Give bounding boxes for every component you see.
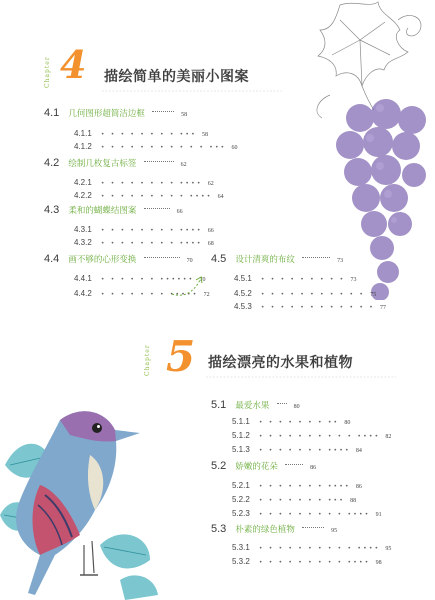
chapter-5-title: 描绘漂亮的水果和植物 bbox=[208, 355, 353, 371]
section-number: 4.2 bbox=[44, 157, 60, 169]
subsection-number: 4.1.2 bbox=[74, 142, 92, 151]
chapter-4-title: 描绘简单的美丽小图案 bbox=[104, 69, 249, 85]
page-number: 91 bbox=[375, 512, 382, 518]
section-number: 4.3 bbox=[44, 204, 60, 216]
leader-dots: • • • • • • • • • •••• bbox=[258, 559, 371, 566]
leader-dots: • • • • • • • ••••• bbox=[100, 291, 199, 298]
page-number: 58 bbox=[201, 132, 208, 138]
chapter-4-label: Chapter bbox=[44, 56, 51, 88]
leader-dots: • • • • • • • • • •••• bbox=[258, 511, 371, 518]
page-number: 75 bbox=[370, 292, 377, 298]
section-title: 绘制几枚复古标签 bbox=[68, 159, 137, 169]
page-number: 95 bbox=[331, 528, 338, 534]
section-title: 最爱水果 bbox=[235, 401, 270, 411]
leader-dots: • • • • • • • • • • • ••• bbox=[100, 144, 227, 151]
toc-section-5-3[interactable] bbox=[211, 517, 337, 536]
section-number: 5.1 bbox=[211, 399, 227, 411]
leader-dots: • • • • • • • • • • • bbox=[260, 291, 366, 298]
subsection-number: 5.2.2 bbox=[232, 495, 250, 504]
leader-dots: • • • • • • • • •••• bbox=[100, 180, 203, 187]
subsection-number: 4.2.1 bbox=[74, 178, 92, 187]
subsection-number: 4.3.2 bbox=[74, 238, 92, 247]
subsection-number: 5.2.1 bbox=[232, 481, 250, 490]
section-title: 朴素的绿色植物 bbox=[235, 525, 295, 535]
subsection-number: 4.1.1 bbox=[74, 129, 92, 138]
leader-dots: • • • • • • • •••• bbox=[258, 483, 351, 490]
page-number: 77 bbox=[380, 305, 387, 311]
subsection-number: 5.3.2 bbox=[232, 557, 250, 566]
subsection-number: 4.5.2 bbox=[234, 289, 252, 298]
subsection-number: 5.3.1 bbox=[232, 543, 250, 552]
page-number: 80 bbox=[344, 420, 351, 426]
page-number: 80 bbox=[293, 404, 300, 410]
leader-dots bbox=[277, 403, 287, 404]
subsection-number: 5.1.2 bbox=[232, 431, 250, 440]
chapter-4-number: 4 bbox=[60, 42, 87, 87]
leader-dots: • • • • • • • • •••• bbox=[100, 227, 203, 234]
section-number: 4.1 bbox=[44, 107, 60, 119]
page-number: 73 bbox=[350, 277, 357, 283]
page-number: 64 bbox=[217, 194, 224, 200]
page-number: 68 bbox=[207, 241, 214, 247]
page-number: 88 bbox=[350, 498, 357, 504]
subsection-number: 5.2.3 bbox=[232, 509, 250, 518]
subsection-number: 4.4.2 bbox=[74, 289, 92, 298]
subsection-number: 4.3.1 bbox=[74, 225, 92, 234]
subsection-number: 5.1.3 bbox=[232, 445, 250, 454]
leader-dots bbox=[285, 464, 303, 465]
section-title: 娇嫩的花朵 bbox=[235, 462, 278, 472]
page-number: 98 bbox=[375, 560, 382, 566]
subsection-number: 4.5.1 bbox=[234, 274, 252, 283]
leader-dots: • • • • • • • • • • • • bbox=[260, 304, 375, 311]
section-number: 4.5 bbox=[211, 253, 227, 265]
page-number: 72 bbox=[203, 292, 210, 298]
section-number: 5.2 bbox=[211, 460, 227, 472]
leader-dots: • • • • • • • • • • •••• bbox=[258, 545, 381, 552]
subsection-number: 4.2.2 bbox=[74, 191, 92, 200]
chapter-5-label: Chapter bbox=[144, 344, 151, 376]
leader-dots: • • • • • • •••••• bbox=[100, 276, 195, 283]
toc-section-5-2[interactable] bbox=[211, 454, 316, 473]
leader-dots: • • • • • • • •••• bbox=[258, 447, 351, 454]
leader-dots: • • • • • • • ••• bbox=[258, 497, 346, 504]
leader-dots: • • • • • • • • • •••• bbox=[100, 193, 213, 200]
subsection-number: 5.1.1 bbox=[232, 417, 250, 426]
page-number: 58 bbox=[181, 112, 188, 118]
page-number: 84 bbox=[355, 448, 362, 454]
page-number: 70 bbox=[186, 258, 193, 264]
section-title: 几何图形超简洁边框 bbox=[68, 109, 145, 119]
section-title: 画不够的心形变换 bbox=[68, 255, 137, 265]
section-number: 5.3 bbox=[211, 523, 227, 535]
page-number: 82 bbox=[385, 434, 392, 440]
leader-dots: • • • • • • • •• bbox=[258, 419, 340, 426]
leader-dots: • • • • • • • • • • •••• bbox=[258, 433, 381, 440]
page-number: 66 bbox=[207, 228, 214, 234]
page-number: 86 bbox=[355, 484, 362, 490]
page-number: 73 bbox=[337, 258, 344, 264]
page-number: 60 bbox=[231, 145, 238, 151]
leader-dots: • • • • • • • • •••• bbox=[100, 240, 203, 247]
section-number: 4.4 bbox=[44, 253, 60, 265]
leader-dots: • • • • • • • • • bbox=[260, 276, 346, 283]
chapter-5-number: 5 bbox=[166, 332, 196, 381]
subsection-number: 4.4.1 bbox=[74, 274, 92, 283]
page-number: 62 bbox=[180, 162, 187, 168]
section-title: 设计清爽的布纹 bbox=[235, 255, 295, 265]
leader-dots bbox=[302, 527, 324, 528]
page-number: 66 bbox=[176, 209, 183, 215]
leader-dots: • • • • • • • • ••• bbox=[100, 131, 197, 138]
page-number: 95 bbox=[385, 546, 392, 552]
subsection-number: 4.5.3 bbox=[234, 302, 252, 311]
page-number: 62 bbox=[207, 181, 214, 187]
toc-sub-5-3-2[interactable] bbox=[232, 549, 382, 568]
page-number: 70 bbox=[199, 277, 206, 283]
section-title: 柔和的蝴蝶结图案 bbox=[68, 206, 137, 216]
page-number: 86 bbox=[310, 465, 317, 471]
